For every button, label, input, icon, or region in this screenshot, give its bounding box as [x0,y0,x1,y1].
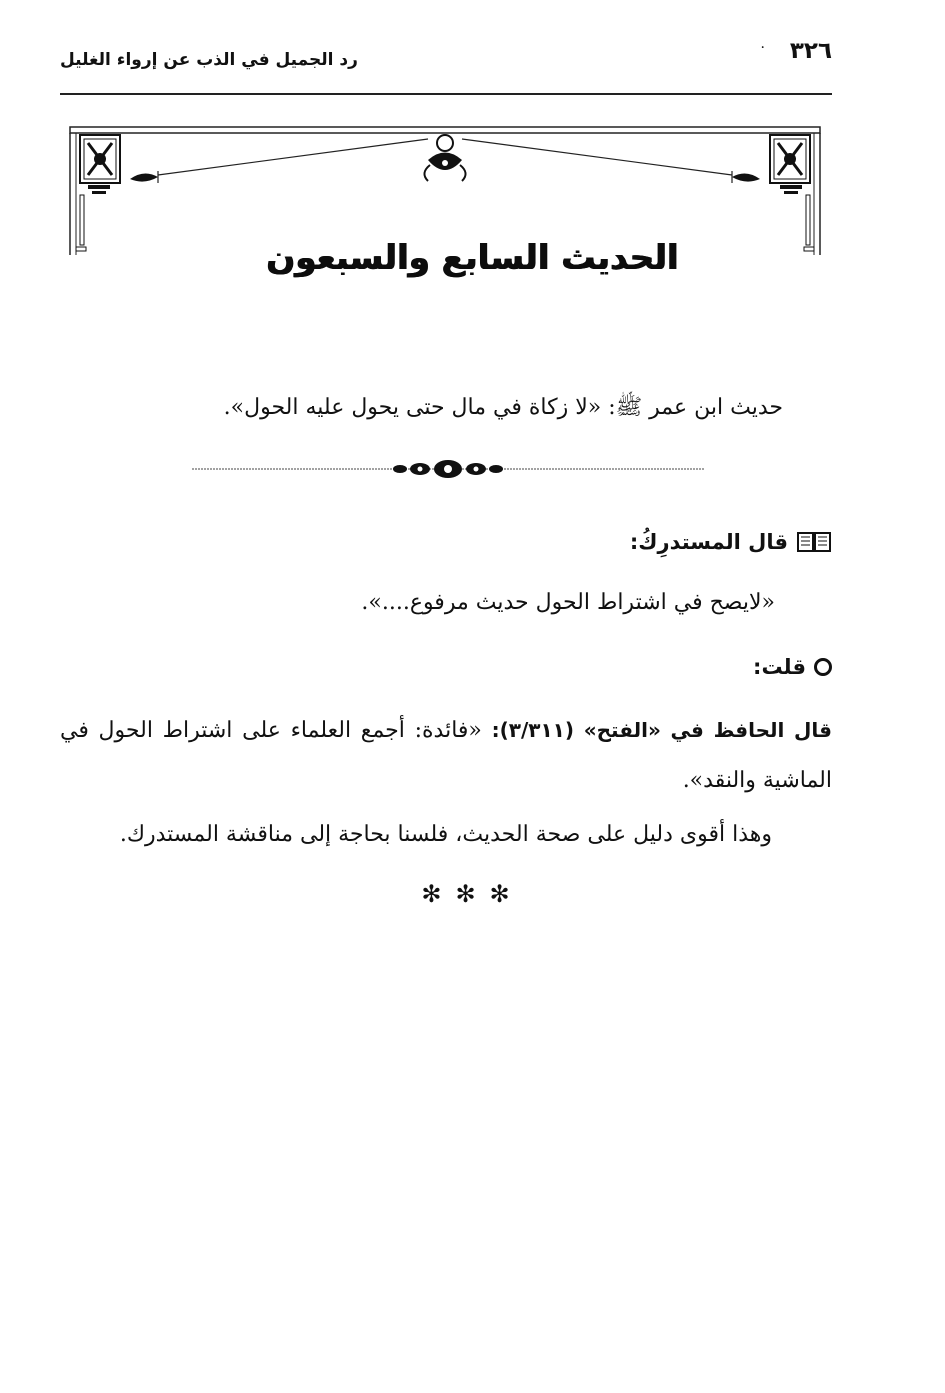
reply-citation: قال الحافظ في «الفتح» (٣/٣١١): [491,718,833,742]
chapter-title: الحديث السابع والسبعون [266,238,679,278]
ornamental-divider [192,454,704,484]
section-heading [132,529,832,555]
header-dot: · [760,40,765,56]
header-rule [60,93,832,95]
right-corner-motif [770,135,814,251]
reply-heading [432,655,832,679]
reply-paragraph-1 [60,705,832,806]
end-mark: ✻✻✻ [421,880,524,908]
hadith-text: حديث ابن عمر ﷺ: «لا زكاة في مال حتى يحول عليه الحول». [223,395,783,420]
section-label: قال المستدرِكُ: [629,530,788,554]
quote-text: «لايصح في اشتراط الحول حديث مرفوع....». [361,590,775,615]
reply-quote: «فائدة: أجمع العلماء على اشتراط الحول في الماشية والنقد». [60,718,832,793]
page-number: ٣٢٦ [789,38,832,64]
circle-icon [814,658,832,676]
center-medallion [424,135,465,181]
running-title: رد الجميل في الذب عن إرواء الغليل [60,50,358,70]
left-corner-motif [76,135,120,251]
reply-label: قلت: [753,655,806,679]
reply-paragraph-2: وهذا أقوى دليل على صحة الحديث، فلسنا بحاجة إلى مناقشة المستدرك. [119,822,772,847]
book-icon [796,529,832,555]
